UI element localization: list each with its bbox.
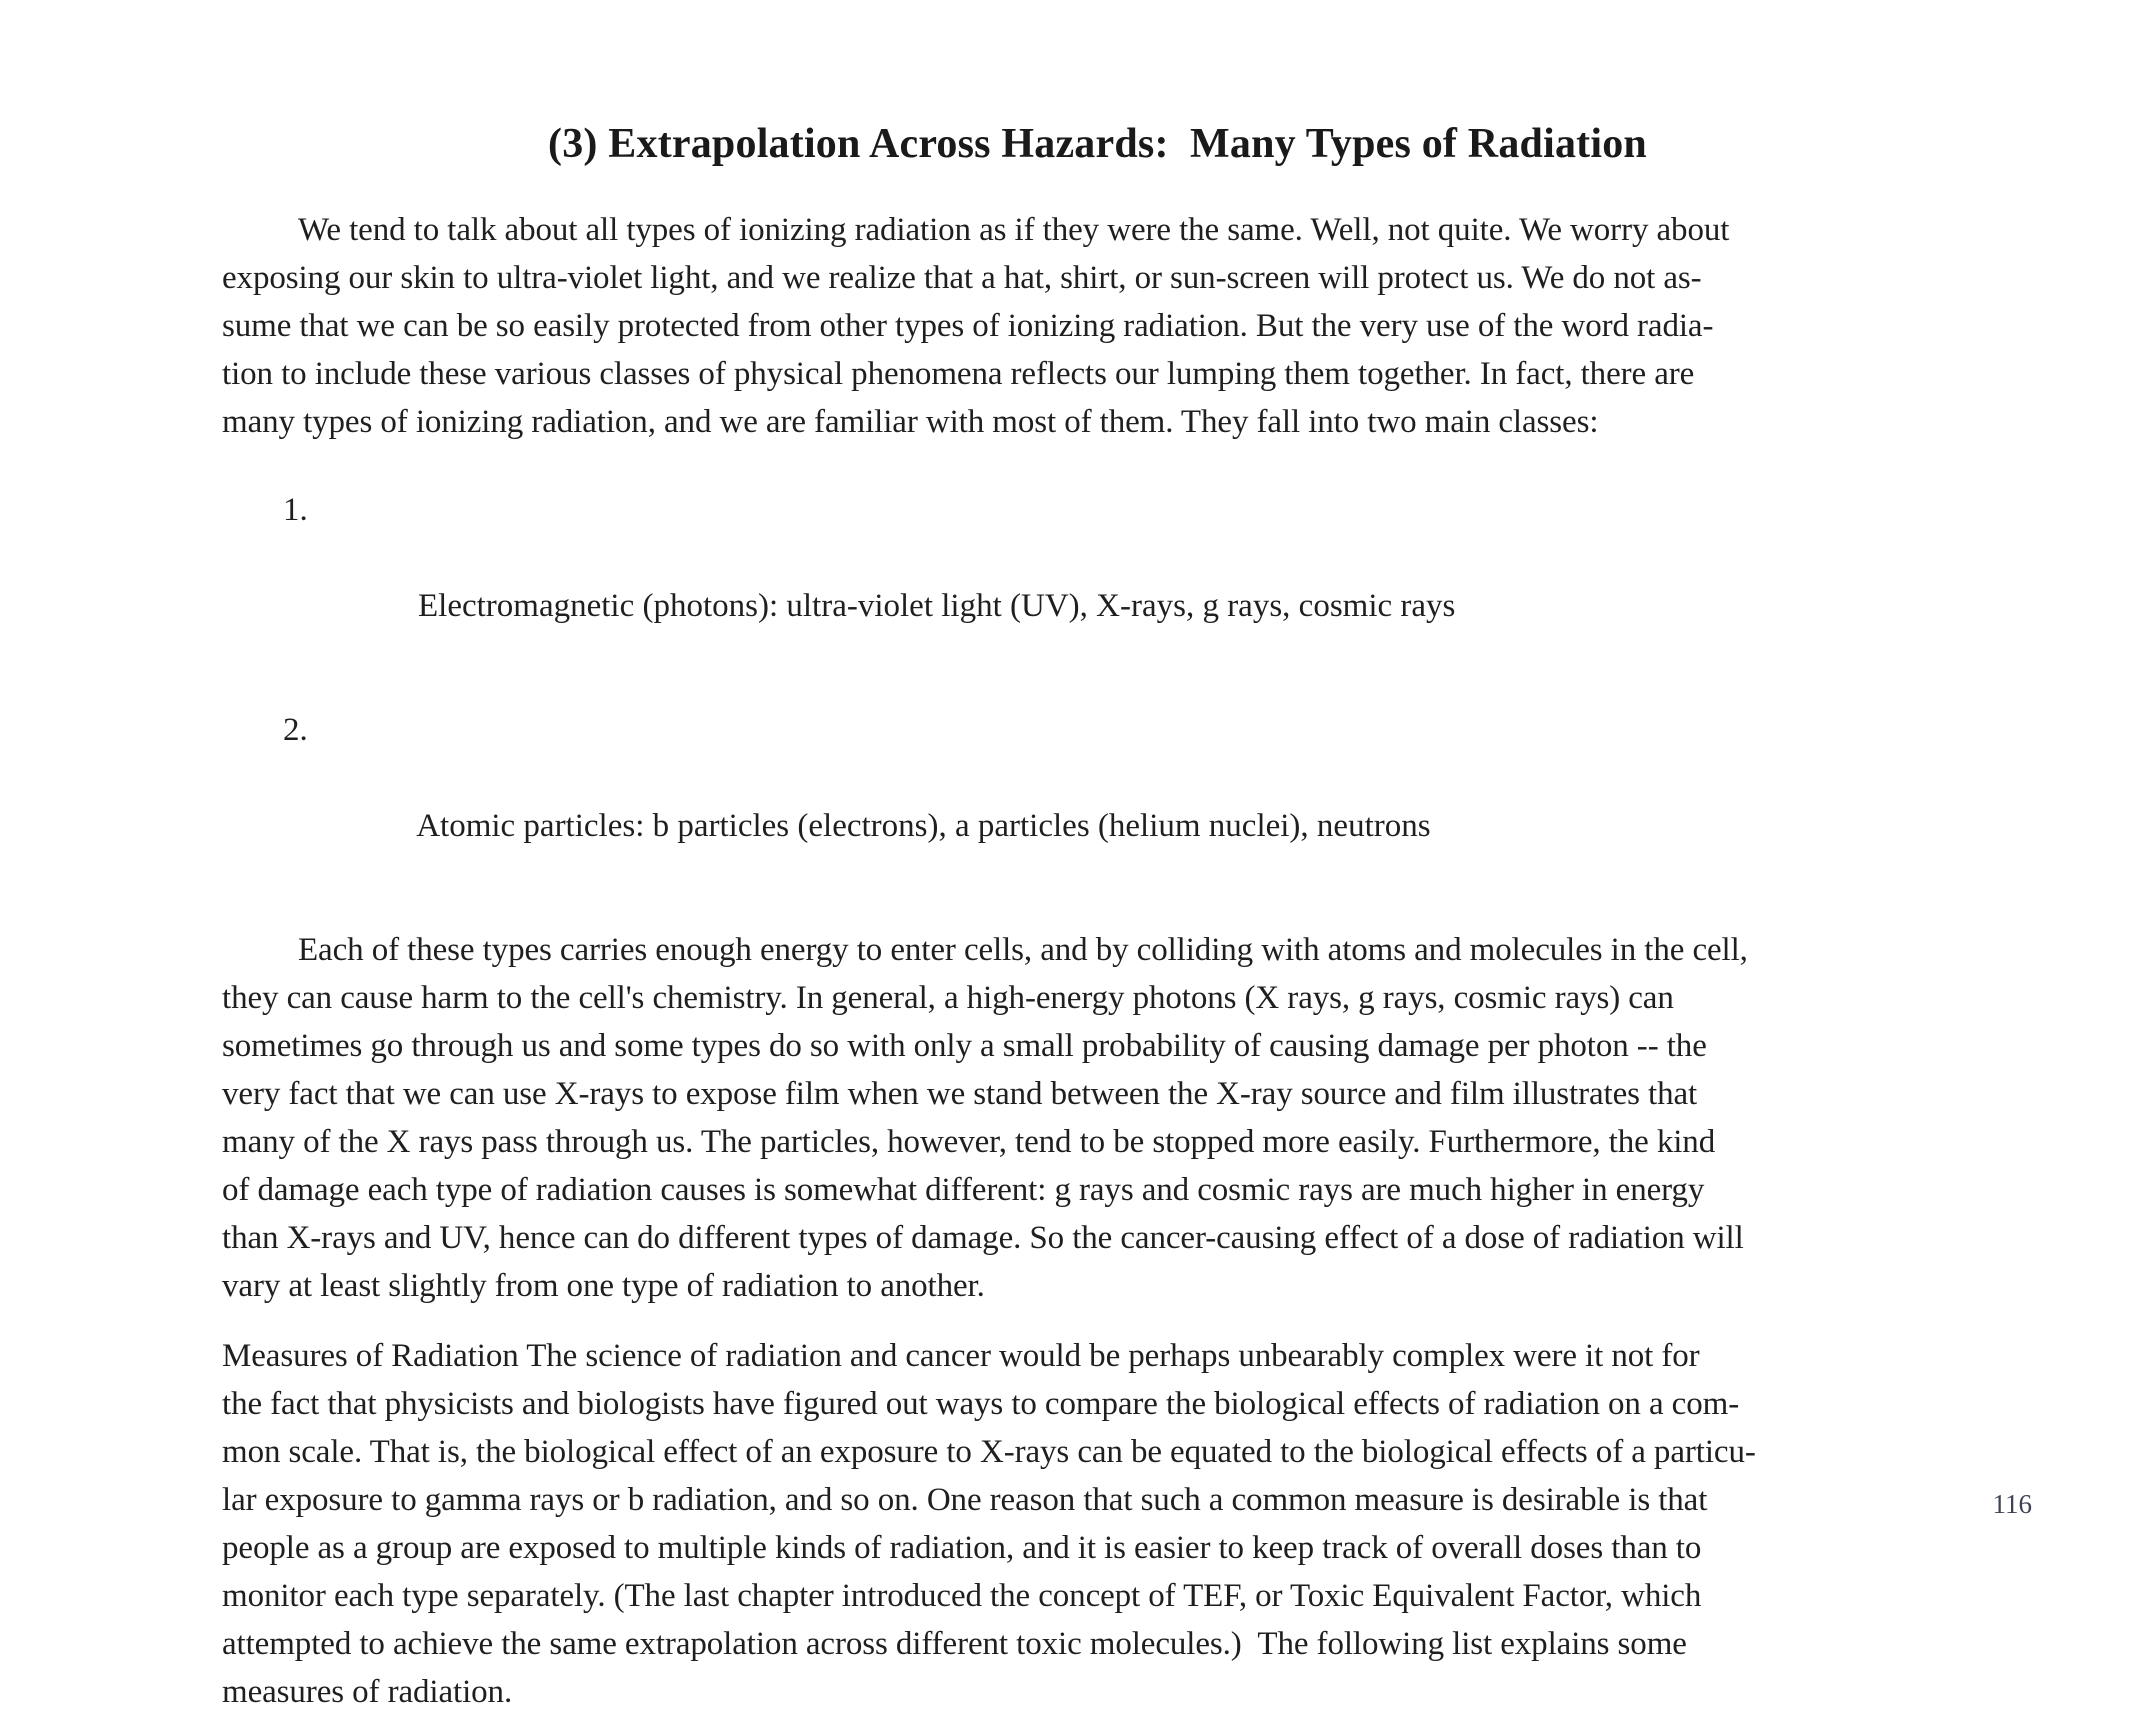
text-line: exposing our skin to ultra-violet light, and we realize that a hat, shirt, or sun-screen will protect us. We do not as-	[222, 260, 1702, 296]
text-line: many of the X rays pass through us. The particles, however, tend to be stopped more easily. Furthermore, the kind	[222, 1124, 1716, 1160]
list-item-electromagnetic	[222, 486, 1973, 678]
text-line: sume that we can be so easily protected from other types of ionizing radiation. But the very use of the word radia-	[222, 308, 1714, 344]
text-line: people as a group are exposed to multiple kinds of radiation, and it is easier to keep track of overall doses than to	[222, 1530, 1702, 1566]
text-line: they can cause harm to the cell's chemistry. In general, a high-energy photons (X rays, g rays, cosmic rays) can	[222, 980, 1674, 1016]
text-line: tion to include these various classes of physical phenomena reflects our lumping them together. In fact, there are	[222, 356, 1695, 392]
text-line: of damage each type of radiation causes is somewhat different: g rays and cosmic rays are much higher in energy	[222, 1172, 1705, 1208]
list-item-atomic-particles	[222, 706, 1973, 898]
paragraph-intro	[222, 206, 1973, 446]
page-title: (3) Extrapolation Across Hazards: Many Types of Radiation	[548, 121, 1647, 167]
text-line: many types of ionizing radiation, and we are familiar with most of them. They fall into two main classes:	[222, 404, 1599, 440]
paragraph-energy-damage	[222, 926, 1973, 1310]
text-line: very fact that we can use X-rays to expose film when we stand between the X-ray source and film illustrates that	[222, 1076, 1698, 1112]
text-line: We tend to talk about all types of ionizing radiation as if they were the same. Well, not quite. We worry about	[298, 212, 1730, 248]
text-line: sometimes go through us and some types do so with only a small probability of causing damage per photon -- the	[222, 1028, 1707, 1064]
text-line: lar exposure to gamma rays or b radiation, and so on. One reason that such a common measure is desirable is that	[222, 1482, 1708, 1518]
list-marker: 2.	[283, 712, 308, 748]
text-line: vary at least slightly from one type of radiation to another.	[222, 1268, 985, 1304]
text-line: Each of these types carries enough energy to enter cells, and by colliding with atoms and molecules in the cell,	[298, 932, 1748, 968]
paragraph-measures-of-radiation	[222, 1332, 1973, 1716]
page-number: 116	[1992, 1489, 2032, 1519]
text-line: the fact that physicists and biologists have figured out ways to compare the biological effects of radiation on a com-	[222, 1386, 1740, 1422]
text-line: measures of radiation.	[222, 1674, 513, 1710]
text-line: Measures of Radiation The science of radiation and cancer would be perhaps unbearably complex were it not for	[222, 1338, 1700, 1374]
list-item-text: Atomic particles: b particles (electrons), a particles (helium nuclei), neutrons	[416, 808, 1431, 844]
list-marker: 1.	[283, 492, 308, 528]
text-line: attempted to achieve the same extrapolation across different toxic molecules.) The following list explains some	[222, 1626, 1687, 1662]
text-line: mon scale. That is, the biological effect of an exposure to X-rays can be equated to the biological effects of a particu-	[222, 1434, 1756, 1470]
list-item-text: Electromagnetic (photons): ultra-violet light (UV), X-rays, g rays, cosmic rays	[418, 588, 1456, 624]
text-line: than X-rays and UV, hence can do different types of damage. So the cancer-causing effect of a dose of radiation will	[222, 1220, 1744, 1256]
radiation-classes-list	[222, 486, 1973, 898]
text-line: monitor each type separately. (The last chapter introduced the concept of TEF, or Toxic Equivalent Factor, which	[222, 1578, 1702, 1614]
